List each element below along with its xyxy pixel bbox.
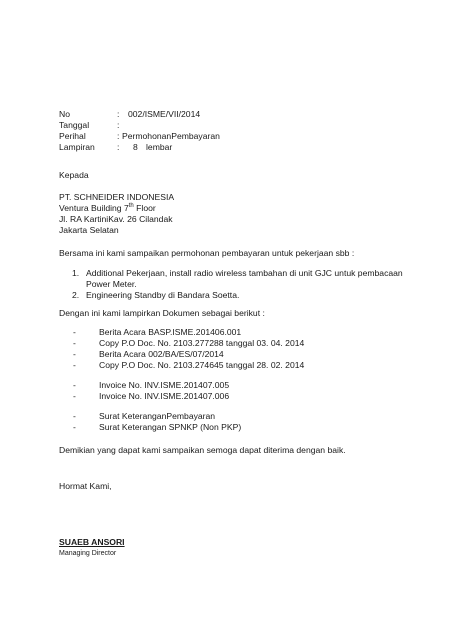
meta-perihal-label: Perihal	[59, 131, 86, 141]
meta-lampiran-label: Lampiran	[59, 142, 95, 152]
meta-tanggal-colon: :	[117, 120, 120, 130]
kepada-label: Kepada	[59, 170, 89, 180]
recipient-street: Jl. RA KartiniKav. 26 Cilandak	[59, 214, 173, 224]
doc-dash: -	[73, 422, 76, 432]
meta-lampiran-unit: lembar	[146, 142, 173, 152]
document-item: Copy P.O Doc. No. 2103.277288 tanggal 03. 04. 2014	[99, 338, 305, 348]
document-item: Invoice No. INV.ISME.201407.006	[99, 391, 230, 401]
meta-perihal-value: PermohonanPembayaran	[122, 131, 220, 141]
document-item: Surat Keterangan SPNKP (Non PKP)	[99, 422, 242, 432]
recipient-city: Jakarta Selatan	[59, 225, 119, 235]
meta-tanggal-label: Tanggal	[59, 120, 90, 130]
work-item-num: 2.	[72, 290, 80, 300]
doc-dash: -	[73, 360, 76, 370]
recipient-building-sup: th	[128, 203, 134, 210]
recipient-building-main: Ventura Building 7	[59, 203, 129, 213]
meta-lampiran-colon: :	[117, 142, 120, 152]
signature-greeting: Hormat Kami,	[59, 481, 112, 491]
meta-no-value: 002/ISME/VII/2014	[128, 109, 201, 119]
meta-perihal-colon: :	[117, 131, 120, 141]
work-item-num: 1.	[72, 268, 80, 278]
doc-dash: -	[73, 327, 76, 337]
recipient-building	[59, 203, 156, 214]
doc-dash: -	[73, 391, 76, 401]
meta-lampiran-count: 8	[133, 142, 138, 152]
meta-no-colon: :	[117, 109, 120, 119]
body-intro: Bersama ini kami sampaikan permohonan pembayaran untuk pekerjaan sbb :	[59, 248, 355, 258]
document-item: Copy P.O Doc. No. 2103.274645 tanggal 28. 02. 2014	[99, 360, 305, 370]
document-item: Surat KeteranganPembayaran	[99, 411, 216, 421]
document-item: Berita Acara 002/BA/ES/07/2014	[99, 349, 224, 359]
doc-dash: -	[73, 338, 76, 348]
document-item: Berita Acara BASP.ISME.201406.001	[99, 327, 242, 337]
work-item-line: Additional Pekerjaan, install radio wireless tambahan di unit GJC untuk pembacaan	[86, 268, 403, 278]
closing-text: Demikian yang dapat kami sampaikan semoga dapat diterima dengan baik.	[59, 445, 346, 455]
doc-dash: -	[73, 349, 76, 359]
doc-dash: -	[73, 380, 76, 390]
signature-name: SUAEB ANSORI	[59, 537, 125, 547]
recipient-building-tail: Floor	[133, 203, 156, 213]
attach-intro: Dengan ini kami lampirkan Dokumen sebagai berikut :	[59, 308, 265, 318]
doc-dash: -	[73, 411, 76, 421]
meta-no-label: No	[59, 109, 70, 119]
work-item-line: Power Meter.	[86, 279, 137, 289]
document-item: Invoice No. INV.ISME.201407.005	[99, 380, 230, 390]
work-item-line: Engineering Standby di Bandara Soetta.	[86, 290, 240, 300]
recipient-company: PT. SCHNEIDER INDONESIA	[59, 192, 175, 202]
signature-title: Managing Director	[59, 550, 117, 557]
